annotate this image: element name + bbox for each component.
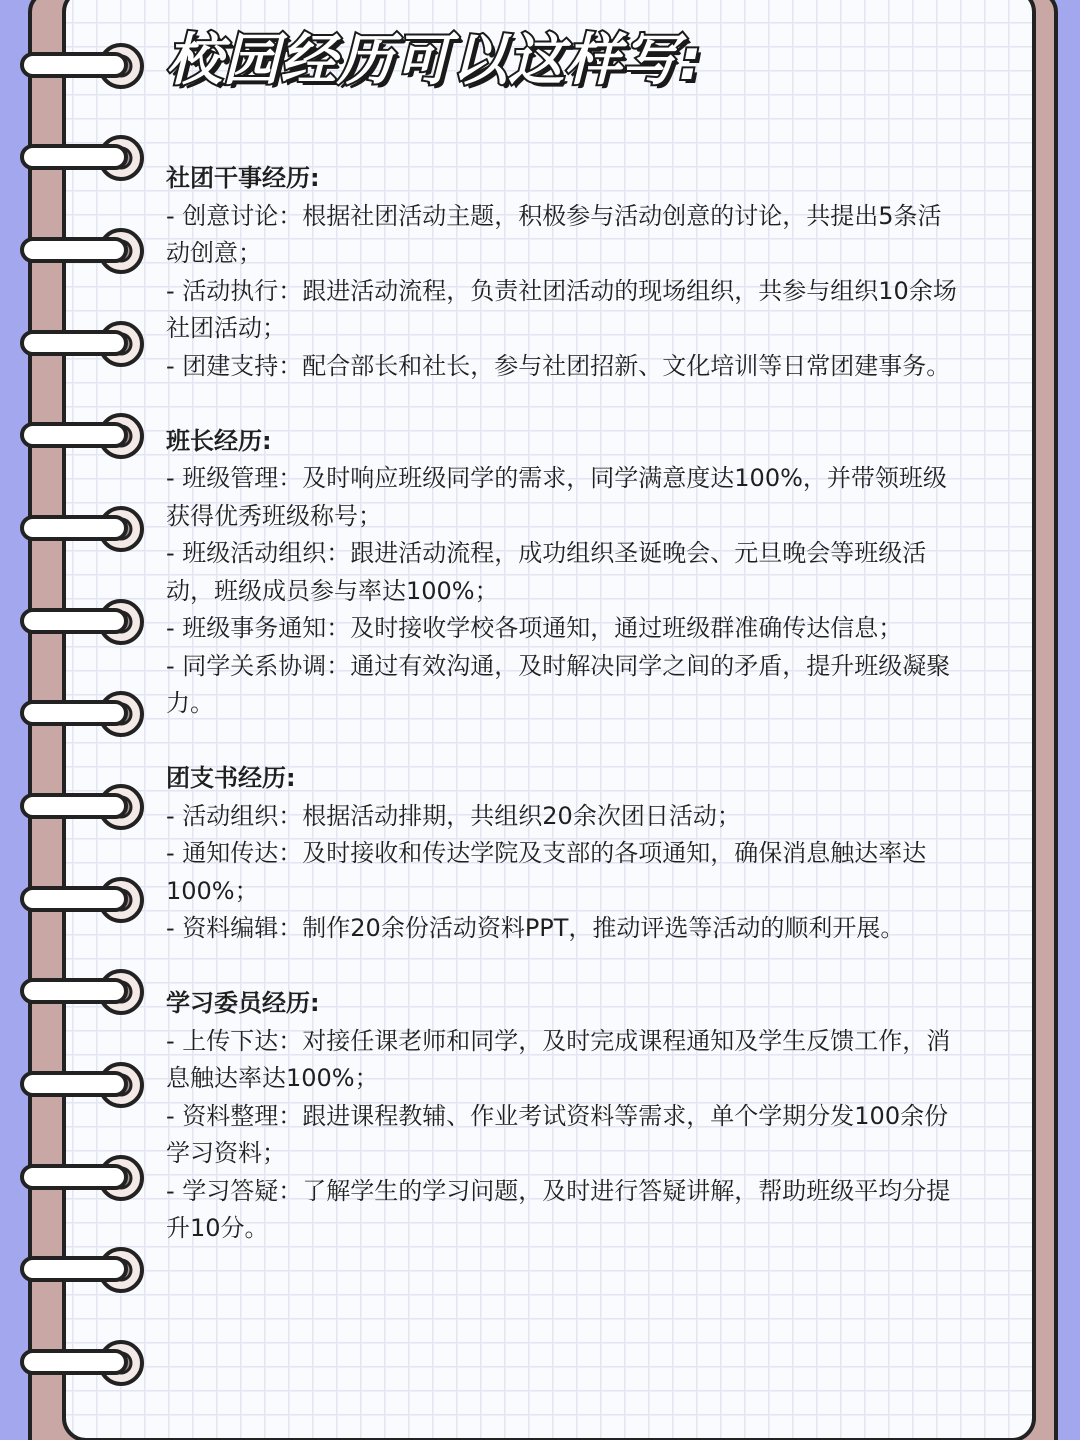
list-item: - 资料编辑：制作20余份活动资料PPT，推动评选等活动的顺利开展。 <box>166 914 905 942</box>
binding-ring-icon <box>18 874 146 926</box>
binding-ring-icon <box>18 410 146 462</box>
list-item: - 通知传达：及时接收和传达学院及支部的各项通知，确保消息触达率达100%； <box>166 839 927 905</box>
section-heading: 团支书经历: <box>166 764 296 792</box>
binding-ring-icon <box>18 1059 146 1111</box>
list-item: - 活动组织：根据活动排期，共组织20余次团日活动； <box>166 801 741 830</box>
binding-ring-icon <box>18 1152 146 1204</box>
experience-content <box>166 160 962 1248</box>
section-study-committee <box>166 985 962 1248</box>
section-league-secretary <box>166 760 962 948</box>
section-class-monitor <box>166 423 962 723</box>
section-club-staff <box>166 160 962 385</box>
page-title: 校园经历可以这样写: <box>166 28 703 93</box>
binding-ring-icon <box>18 225 146 277</box>
binding-ring-icon <box>18 132 146 184</box>
list-item: - 上传下达：对接任课老师和同学，及时完成课程通知及学生反馈工作，消息触达率达100%； <box>166 1026 951 1092</box>
binding-ring-icon <box>18 596 146 648</box>
binding-ring-icon <box>18 1244 146 1296</box>
spiral-binding <box>0 0 160 1440</box>
binding-ring-icon <box>18 688 146 740</box>
section-heading: 班长经历: <box>166 426 272 455</box>
list-item: - 活动执行：跟进活动流程，负责社团活动的现场组织，共参与组织10余场社团活动； <box>166 276 957 342</box>
binding-ring-icon <box>18 40 146 92</box>
list-item: - 创意讨论：根据社团活动主题，积极参与活动创意的讨论，共提出5条活动创意； <box>166 201 942 267</box>
binding-ring-icon <box>18 318 146 370</box>
list-item: - 学习答疑：了解学生的学习问题，及时进行答疑讲解，帮助班级平均分提升10分。 <box>166 1176 951 1242</box>
section-heading: 社团干事经历: <box>166 164 320 192</box>
list-item: - 班级管理：及时响应班级同学的需求，同学满意度达100%，并带领班级获得优秀班级称号； <box>166 464 947 530</box>
binding-ring-icon <box>18 966 146 1018</box>
list-item: - 班级活动组织：跟进活动流程，成功组织圣诞晚会、元旦晚会等班级活动，班级成员参与率达100%； <box>166 539 927 605</box>
binding-ring-icon <box>18 1337 146 1389</box>
binding-ring-icon <box>18 503 146 555</box>
list-item: - 同学关系协调：通过有效沟通，及时解决同学之间的矛盾，提升班级凝聚力。 <box>166 651 951 717</box>
section-heading: 学习委员经历: <box>166 989 320 1017</box>
list-item: - 团建支持：配合部长和社长，参与社团招新、文化培训等日常团建事务。 <box>166 351 951 380</box>
list-item: - 班级事务通知：及时接收学校各项通知，通过班级群准确传达信息； <box>166 614 903 642</box>
binding-ring-icon <box>18 781 146 833</box>
list-item: - 资料整理：跟进课程教辅、作业考试资料等需求，单个学期分发100余份学习资料； <box>166 1101 949 1167</box>
